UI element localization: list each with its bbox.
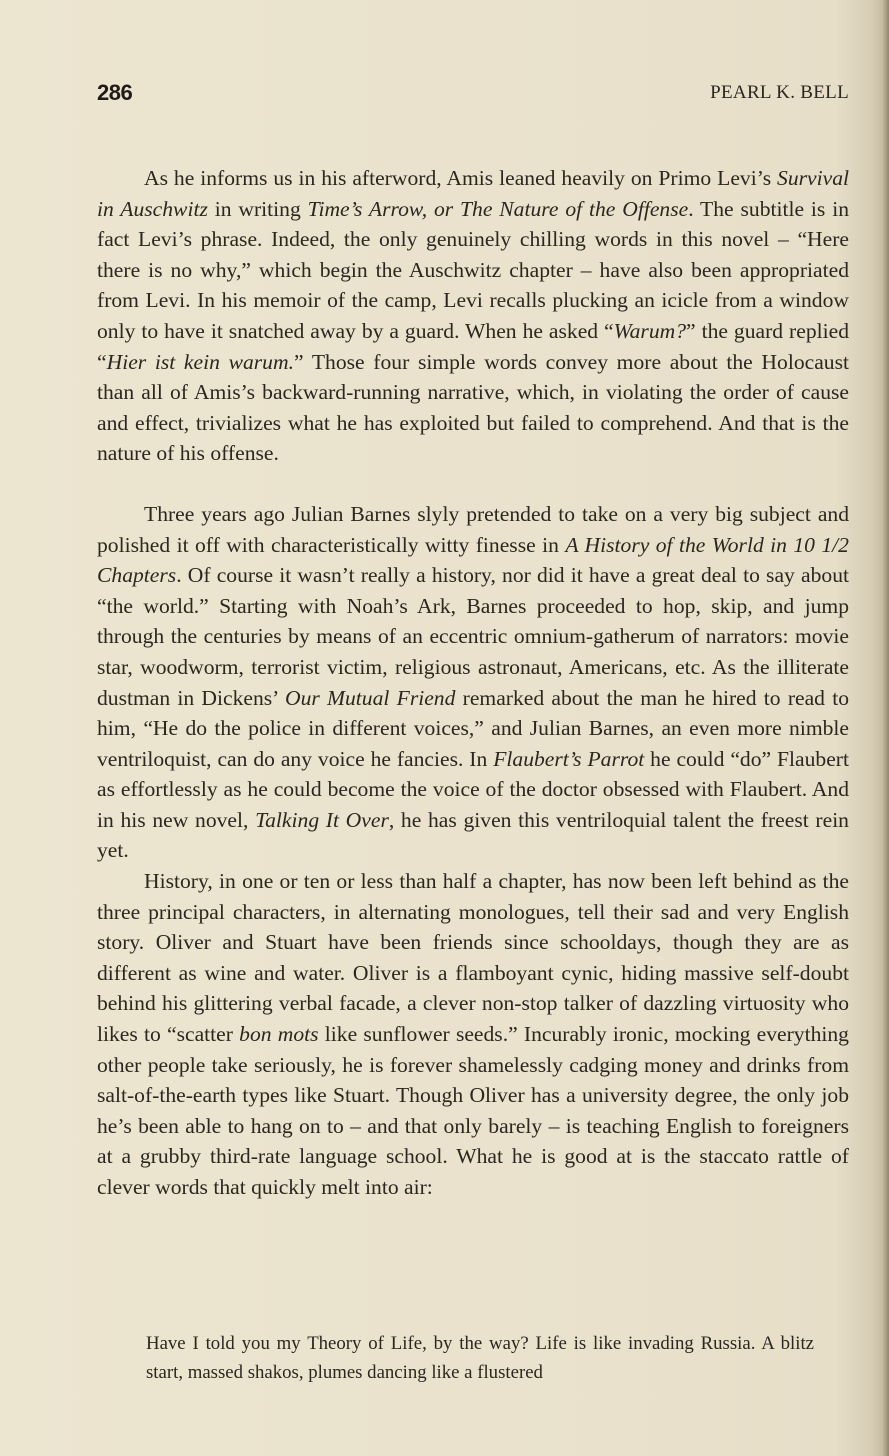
- paragraph-text: ” Those four simple words convey more about the Holocaust than all of Amis’s backward-running narrative, which, in violating the order of cause and effect, trivializes what he has exploited but failed to comprehend. And that is the nature of his offense.: [97, 349, 849, 466]
- paragraph-text: ” the guard replied “: [97, 318, 849, 374]
- paragraph-text: like sunflower seeds.” Incurably ironic, mocking everything other people take seriously, he is forever shamelessly cadging money and drinks from salt-of-the-earth types like Stuart. Though Oliver has a university degree, the only job he’s been able to hang on to – and that only barely – is teaching English to foreigners at a grubby third-rate language school. What he is good at is the staccato rattle of clever words that quickly melt into air:: [97, 1022, 849, 1199]
- paragraph-text: . Of course it wasn’t really a history, nor did it have a great deal to say about “the world.” Starting with Noah’s Ark, Barnes proceeded to hop, skip, and jump through the centuries by means of an eccentric omnium-gatherum of narrators: movie star, woodworm, terrorist victim, religious astronaut, Americans, etc. As the illiterate dustman in Dickens’: [97, 563, 849, 710]
- paragraph-text: Three years ago Julian Barnes slyly pretended to take on a very big subject and polished it off with characteristically witty finesse in: [97, 501, 849, 557]
- body-text: [97, 163, 849, 1203]
- paragraph-amis: [97, 163, 849, 469]
- page-header: [97, 80, 849, 110]
- italic-title-text: Survival in Auschwitz: [97, 166, 849, 221]
- italic-title-text: bon mots: [239, 1022, 319, 1047]
- paragraph-text: . The subtitle is in fact Levi’s phrase. Indeed, the only genuinely chilling words in this novel – “Here there is no why,” which begin the Auschwitz chapter – have also been appropriated from Levi. In his memoir of the camp, Levi recalls plucking an icicle from a window only to have it snatched away by a guard. When he asked “: [97, 196, 849, 343]
- paragraph-text: As he informs us in his afterword, Amis leaned heavily on Primo Levi’s: [144, 166, 778, 190]
- page-gutter-shadow: [882, 0, 889, 1456]
- italic-title-text: Warum?: [613, 318, 687, 343]
- paragraph-text: , he has given this ventriloquial talent the freest rein yet.: [97, 807, 849, 863]
- italic-title-text: Hier ist kein warum.: [106, 349, 294, 374]
- block-quote: [146, 1329, 814, 1387]
- italic-title-text: Talking It Over: [255, 807, 389, 832]
- paragraph-text: remarked about the man he hired to read to him, “He do the police in different voices,” and Julian Barnes, an even more nimble ventriloquist, can do any voice he fancies. In: [97, 685, 849, 771]
- italic-title-text: Flaubert’s Parrot: [493, 746, 645, 771]
- running-head: PEARL K. BELL: [710, 82, 849, 103]
- paragraph-text: in writing: [207, 196, 308, 221]
- paragraph-text: he could “do” Flaubert as effortlessly as he could become the voice of the doctor obsessed with Flaubert. And in his new novel,: [97, 746, 849, 832]
- italic-title-text: A History of the World in 10 1/2 Chapters: [97, 532, 849, 588]
- block-quote-text: Have I told you my Theory of Life, by the way? Life is like invading Russia. A blitz start, massed shakos, plumes dancing like a flustered: [146, 1333, 814, 1383]
- paragraph-talking-it-over: [97, 866, 849, 1203]
- paragraph-text: History, in one or ten or less than half a chapter, has now been left behind as the three principal characters, in alternating monologues, tell their sad and very English story. Oliver and Stuart have been friends since schooldays, though they are as different as wine and water. Oliver is a flamboyant cynic, hiding massive self-doubt behind his glittering verbal facade, a clever non-stop talker of dazzling virtuosity who likes to “scatter: [97, 869, 849, 1047]
- page-number: 286: [97, 80, 133, 105]
- italic-title-text: Time’s Arrow, or The Nature of the Offense: [307, 196, 689, 221]
- paragraph-barnes-history: [97, 499, 849, 866]
- italic-title-text: Our Mutual Friend: [285, 685, 456, 710]
